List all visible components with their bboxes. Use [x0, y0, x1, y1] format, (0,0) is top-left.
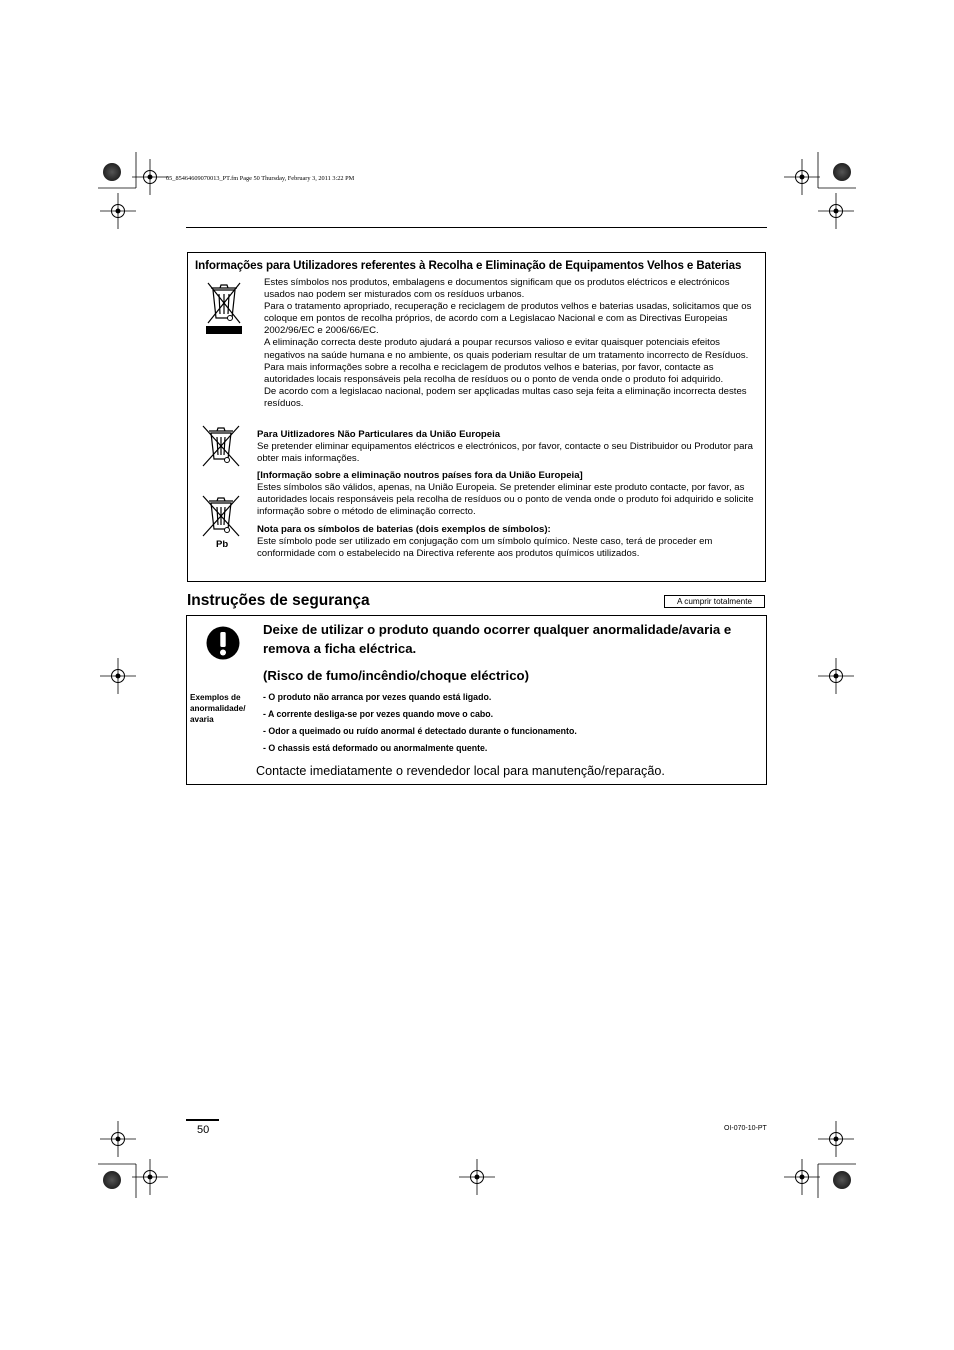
registration-mark [784, 1159, 820, 1195]
disposal-paragraph: Para mais informações sobre a recolha e reciclagem de produtos velhos e baterias, por favor, contacte as autoridades locais responsáveis pela recolha de resíduos ou o ponto de venda onde o produto foi adquirido. [264, 361, 724, 385]
warning-line-2: remova a ficha eléctrica. [263, 640, 417, 656]
list-item: - Odor a queimado ou ruído anormal é detectado durante o funcionamento. [263, 726, 577, 736]
color-target-tr [833, 163, 851, 181]
outside-eu-heading: [Informação sobre a eliminação noutros países fora da União Europeia] [257, 470, 583, 481]
registration-mark [784, 159, 820, 195]
page-number-rule [186, 1119, 219, 1121]
registration-mark [132, 1159, 168, 1195]
weee-bin-pb-icon [198, 493, 244, 539]
list-item: - O produto não arranca por vezes quando está ligado. [263, 692, 492, 702]
file-info-header: 05_85464609070013_PT.fm Page 50 Thursday, February 3, 2011 3:22 PM [166, 175, 355, 182]
disposal-paragraph: Para o tratamento apropriado, recuperação e reciclagem de produtos velhos e baterias usadas, solicitamos que os coloque em pontos de recolha próprios, de acordo com a Legislacao Nacional e com as Directivas Europeias 2002/96/EC e 2006/66/EC. [264, 301, 752, 337]
contact-note: Contacte imediatamente o revendedor local para manutenção/reparação. [256, 764, 665, 778]
page-number: 50 [197, 1124, 210, 1136]
registration-mark [100, 658, 136, 694]
color-target-bl [103, 1171, 121, 1189]
registration-mark [132, 159, 168, 195]
battery-note-text: Este símbolo pode ser utilizado em conjugação com um símbolo químico. Neste caso, terá de proceder em conformidade com o estabelecido na Directiva referente aos produtos químicos utilizados. [257, 536, 713, 560]
examples-label: Exemplos de anormalidade/ avaria [190, 693, 246, 724]
risk-note: (Risco de fumo/incêndio/choque eléctrico) [263, 668, 529, 683]
business-users-heading: Para Uitlizadores Não Particulares da União Europeia [257, 429, 501, 440]
registration-mark [100, 1121, 136, 1157]
disposal-paragraph: Estes símbolos nos produtos, embalagens e documentos significam que os produtos eléctricos e electrónicos usados nao podem ser misturados com os resíduos urbanos. [264, 277, 730, 301]
examples-list [263, 691, 577, 759]
disposal-info-box [187, 252, 766, 582]
weee-bin-icon [198, 423, 244, 469]
registration-mark [100, 193, 136, 229]
registration-mark [459, 1159, 495, 1195]
business-users-text: Se pretender eliminar equipamentos eléctricos e electrónicos, por favor, contacte o seu Distribuidor ou Produtor para obter mais informações. [257, 441, 753, 465]
warning-line-1: Deixe de utilizar o produto quando ocorrer qualquer anormalidade/avaria e [263, 622, 732, 637]
weee-bin-bar-icon [204, 278, 244, 336]
business-users-section [257, 429, 759, 465]
disposal-paragraphs [264, 277, 759, 410]
pb-label: Pb [216, 539, 229, 550]
header-rule [186, 227, 767, 228]
exclamation-icon [206, 626, 240, 660]
color-target-br [833, 1171, 851, 1189]
list-item: - A corrente desliga-se por vezes quando move o cabo. [263, 709, 494, 719]
warning-box [186, 615, 767, 785]
section-title: Instruções de segurança [187, 592, 370, 609]
outside-eu-text: Estes símbolos são válidos, apenas, na União Europeia. Se pretender eliminar este produto contacte, por favor, as autoridades locais responsáveis pela recolha de resíduos ou o ponto de venda onde o produto foi adquirido e solicite informação sobre o método de eliminação correcto. [257, 482, 754, 518]
list-item: - O chassis está deformado ou anormalmente quente. [263, 743, 488, 753]
warning-heading [263, 621, 763, 686]
battery-note-heading: Nota para os símbolos de baterias (dois exemplos de símbolos): [257, 524, 551, 535]
registration-mark [818, 193, 854, 229]
registration-mark [818, 1121, 854, 1157]
color-target-tl [103, 163, 121, 181]
compliance-tag: A cumprir totalmente [664, 595, 765, 608]
disposal-paragraph: A eliminação correcta deste produto ajudará a poupar recursos valioso e evitar quaisquer potenciais efeitos negativos na saúde humana e no ambiente, os quais poderiam resultar de um tratamento incorrecto de Resíduos. [264, 337, 749, 361]
battery-note-section [257, 524, 759, 560]
outside-eu-section [257, 470, 759, 518]
disposal-paragraph: De acordo com a legislacao nacional, podem ser apçlicadas multas caso seja feita a eliminação incorrecta destes resíduos. [264, 385, 747, 409]
disposal-title: Informações para Utilizadores referentes à Recolha e Eliminação de Equipamentos Velhos e Baterias [195, 259, 742, 272]
document-code: OI-070-10-PT [724, 1125, 767, 1132]
registration-mark [818, 658, 854, 694]
